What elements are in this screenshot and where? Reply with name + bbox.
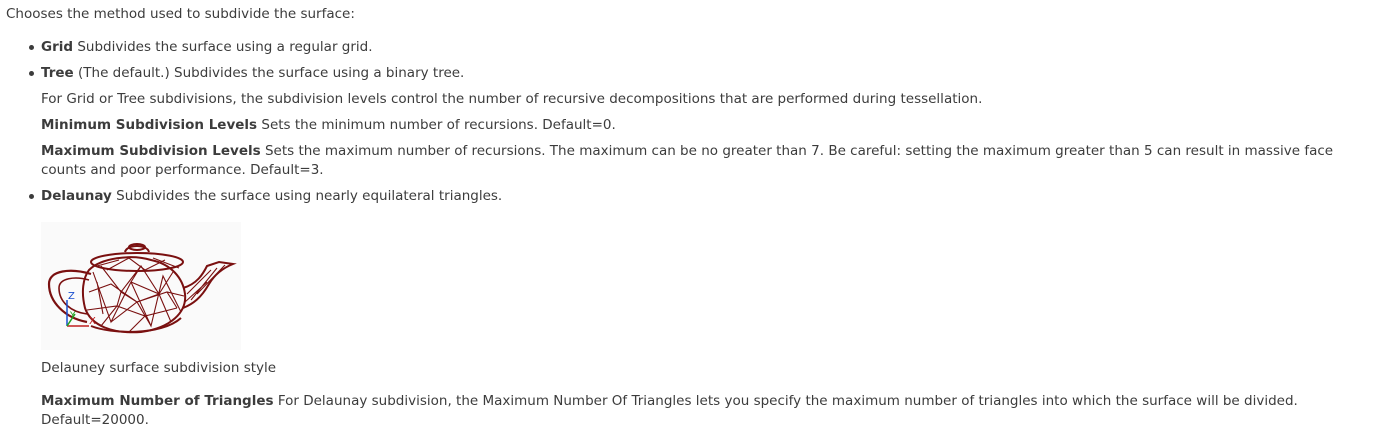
teapot-image	[41, 222, 241, 350]
tree-desc: (The default.) Subdivides the surface using a binary tree.	[78, 65, 465, 81]
list-item-delaunay	[0, 187, 1398, 206]
min-levels-term: Minimum Subdivision Levels	[41, 117, 258, 133]
tree-note: For Grid or Tree subdivisions, the subdivision levels control the number of recursive decompositions that are performed during tessellation.	[41, 91, 983, 107]
intro-text: Chooses the method used to subdivide the surface:	[6, 6, 355, 22]
delaunay-desc: Subdivides the surface using nearly equilateral triangles.	[116, 188, 503, 204]
bullet-icon	[29, 71, 34, 76]
method-list	[0, 38, 1398, 206]
tree-term: Tree	[41, 65, 74, 81]
teapot-mesh	[49, 244, 233, 332]
list-item-tree	[0, 64, 1398, 187]
figure-caption: Delauney surface subdivision style	[41, 360, 277, 376]
max-levels-term: Maximum Subdivision Levels	[41, 143, 261, 159]
axis-z-label: Z	[68, 291, 75, 302]
axis-x-label: X	[89, 316, 96, 327]
delaunay-term: Delaunay	[41, 188, 112, 204]
list-item-grid	[0, 38, 1398, 64]
min-levels-desc: Sets the minimum number of recursions. Default=0.	[261, 117, 616, 133]
teapot-wireframe	[41, 222, 241, 350]
axis-y-label: Y	[70, 311, 76, 321]
max-triangles-term: Maximum Number of Triangles	[41, 393, 274, 409]
max-triangles-desc: For Delaunay subdivision, the Maximum Number Of Triangles lets you specify the maximum number of triangles into which the surface will be divided. Default=20000.	[41, 393, 1298, 428]
max-triangles-paragraph	[41, 392, 1398, 430]
max-levels-desc: Sets the maximum number of recursions. The maximum can be no greater than 7. Be careful: setting the maximum greater than 5 can result in massive face counts and poor performance. Default=3.	[41, 143, 1334, 178]
grid-desc: Subdivides the surface using a regular grid.	[77, 39, 373, 55]
grid-term: Grid	[41, 39, 74, 55]
bullet-icon	[29, 45, 34, 50]
bullet-icon	[29, 194, 34, 199]
